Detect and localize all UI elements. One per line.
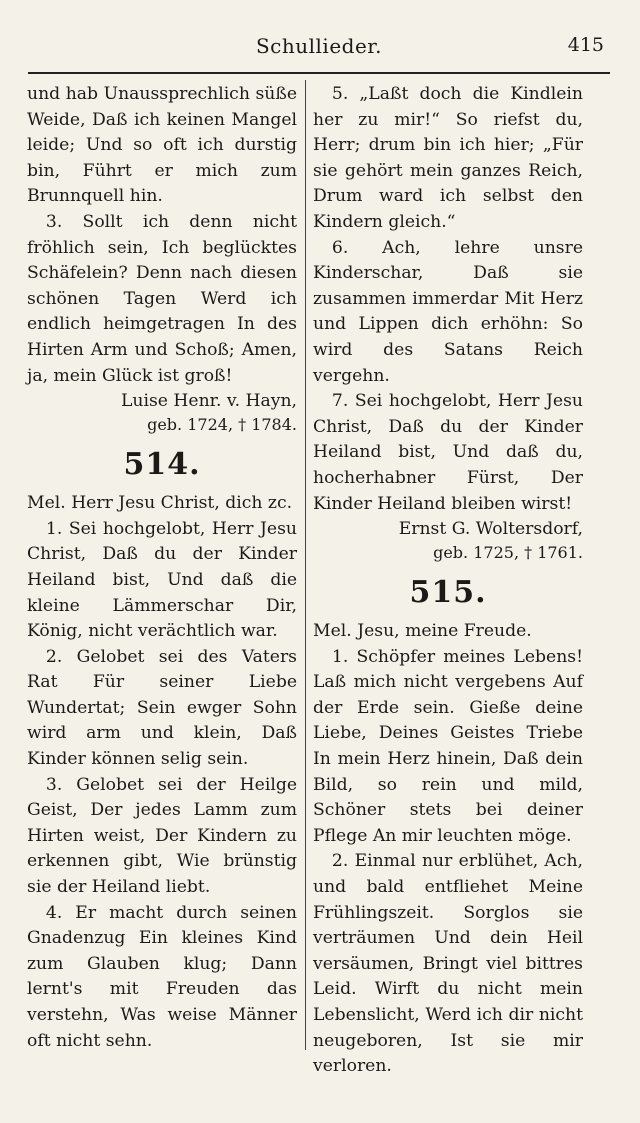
continued-verse: und hab Unaussprechlich süße Weide, Daß ich keinen Mangel leide; Und so oft ich durstig bin, Führt er mich zum Brunnquell hin. — [27, 84, 297, 207]
author-dates: geb. 1725, † 1761. — [433, 543, 583, 563]
verse-3: 3. Sollt ich denn nicht fröhlich sein, Ich beglücktes Schäfelein? Denn nach diesen schönen Tagen Werd ich endlich heimgetragen In des Hirten Arm und Schoß; Amen, ja, mein Glück ist groß! — [27, 211, 297, 386]
hymn-attribution — [27, 389, 297, 437]
verse-1: 1. Sei hochgelobt, Herr Jesu Christ, Daß du der Kinder Heiland bist, Und daß die kleine Lämmerschar Dir, König, nicht verächtlich war. — [27, 518, 297, 642]
hymn-number: 515. — [409, 575, 487, 611]
running-title: Schullieder. — [255, 34, 383, 58]
right-column — [313, 82, 583, 1080]
verse-3: 3. Gelobet sei der Heilge Geist, Der jedes Lamm zum Hirten weist, Der Kindern zu erkennen gibt, Wie brünstig sie der Heiland liebt. — [27, 774, 297, 898]
melody-line: Mel. Jesu, meine Freude. — [313, 621, 532, 642]
verse-6: 6. Ach, lehre unsre Kinderschar, Daß sie zusammen immerdar Mit Herz und Lippen dich erhöhn: So wird des Satans Reich vergehn. — [313, 237, 583, 386]
verse-4: 4. Er macht durch seinen Gnadenzug Ein kleines Kind zum Glauben klug; Dann lernt's mit Freuden das verstehn, Was weise Männer oft nicht sehn. — [27, 902, 297, 1051]
column-divider — [305, 80, 306, 1050]
header-rule — [28, 72, 610, 74]
verse-2: 2. Gelobet sei des Vaters Rat Für seiner Liebe Wundertat; Sein ewger Sohn wird arm und klein, Daß Kinder können selig sein. — [27, 646, 297, 770]
melody-line: Mel. Herr Jesu Christ, dich zc. — [27, 493, 293, 514]
author-name: Luise Henr. v. Hayn, — [121, 391, 297, 412]
page-number: 415 — [567, 34, 604, 56]
verse-1: 1. Schöpfer meines Lebens! Laß mich nicht vergebens Auf der Erde sein. Gieße deine Liebe, Deines Geistes Triebe In mein Herz hinein, Daß dein Bild, so rein und mild, Schöner stets bei deiner Pflege An mir leuchten möge. — [313, 646, 583, 846]
verse-5: 5. „Laßt doch die Kindlein her zu mir!“ So riefst du, Herr; drum bin ich hier; „Für sie gehört mein ganzes Reich, Drum ward ich selbst den Kindern gleich.“ — [313, 84, 583, 232]
author-name: Ernst G. Woltersdorf, — [398, 519, 583, 540]
page-header — [28, 30, 610, 70]
verse-7: 7. Sei hochgelobt, Herr Jesu Christ, Daß du der Kinder Heiland bist, Und daß du, hocherhabner Fürst, Der Kinder Heiland bleiben wirst! — [313, 391, 583, 514]
hymn-attribution — [313, 517, 583, 565]
hymn-number: 514. — [123, 447, 201, 483]
left-column — [27, 82, 297, 1054]
author-dates: geb. 1724, † 1784. — [147, 415, 297, 435]
verse-2: 2. Einmal nur erblühet, Ach, und bald entfliehet Meine Frühlingszeit. Sorglos sie verträumen Und dein Heil versäumen, Bringt viel bittres Leid. Wirft du nicht mein Lebenslicht, Werd ich dir nicht neugeboren, Ist sie mir verloren. — [313, 851, 583, 1077]
